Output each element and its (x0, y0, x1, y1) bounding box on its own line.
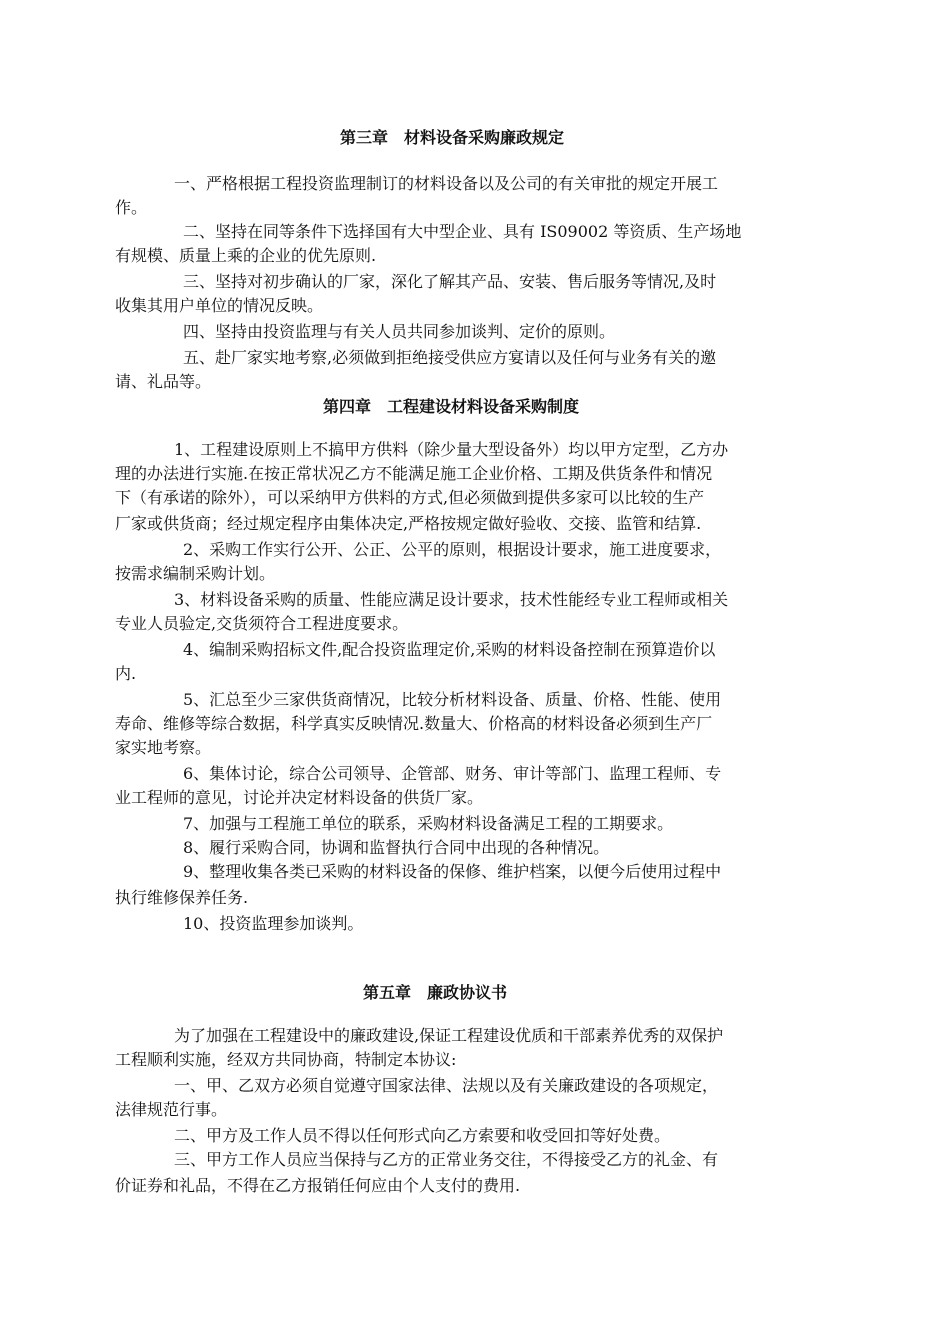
paragraph-line: 7、加强与工程施工单位的联系，采购材料设备满足工程的工期要求。 (183, 814, 674, 833)
paragraph-line: 家实地考察。 (115, 738, 212, 757)
paragraph-line: 执行维修保养任务. (115, 888, 249, 907)
paragraph-line: 专业人员验定,交货须符合工程进度要求。 (115, 614, 409, 633)
paragraph-line: 按需求编制采购计划。 (115, 564, 276, 583)
paragraph-line: 内. (115, 664, 137, 683)
paragraph-line: 下（有承诺的除外），可以采纳甲方供料的方式,但必须做到提供多家可以比较的生产 (115, 488, 705, 507)
paragraph-line: 三、坚持对初步确认的厂家，深化了解其产品、安装、售后服务等情况,及时 (183, 272, 717, 291)
paragraph-line: 作。 (115, 198, 148, 217)
paragraph-line: 四、坚持由投资监理与有关人员共同参加谈判、定价的原则。 (183, 322, 616, 341)
chapter-3-title: 第三章 材料设备采购廉政规定 (340, 128, 565, 147)
paragraph-line: 6、集体讨论，综合公司领导、企管部、财务、审计等部门、监理工程师、专 (183, 764, 722, 783)
paragraph-line: 2、采购工作实行公开、公正、公平的原则，根据设计要求，施工进度要求， (183, 540, 722, 559)
paragraph-line: 收集其用户单位的情况反映。 (115, 296, 324, 315)
paragraph-line: 寿命、维修等综合数据，科学真实反映情况.数量大、价格高的材料设备必须到生产厂 (115, 714, 713, 733)
paragraph-line: 8、履行采购合同，协调和监督执行合同中出现的各种情况。 (183, 838, 610, 857)
paragraph-line: 三、甲方工作人员应当保持与乙方的正常业务交往，不得接受乙方的礼金、有 (174, 1150, 719, 1169)
paragraph-line: 一、严格根据工程投资监理制订的材料设备以及公司的有关审批的规定开展工 (174, 174, 719, 193)
chapter-4-title: 第四章 工程建设材料设备采购制度 (323, 397, 580, 416)
paragraph-line: 法律规范行事。 (115, 1100, 228, 1119)
paragraph-line: 二、甲方及工作人员不得以任何形式向乙方索要和收受回扣等好处费。 (174, 1126, 671, 1145)
paragraph-line: 5、汇总至少三家供货商情况，比较分析材料设备、质量、价格、性能、使用 (183, 690, 722, 709)
paragraph-line: 为了加强在工程建设中的廉政建设,保证工程建设优质和干部素养优秀的双保护 (174, 1026, 724, 1045)
paragraph-line: 4、编制采购招标文件,配合投资监理定价,采购的材料设备控制在预算造价以 (183, 640, 716, 659)
paragraph-line: 工程顺利实施，经双方共同协商，特制定本协议: (115, 1050, 457, 1069)
paragraph-line: 理的办法进行实施.在按正常状况乙方不能满足施工企业价格、工期及供货条件和情况 (115, 464, 713, 483)
paragraph-line: 9、整理收集各类已采购的材料设备的保修、维护档案，以便今后使用过程中 (183, 862, 722, 881)
paragraph-line: 一、甲、乙双方必须自觉遵守国家法律、法规以及有关廉政建设的各项规定， (174, 1076, 719, 1095)
paragraph-line: 1、工程建设原则上不搞甲方供料（除少量大型设备外）均以甲方定型，乙方办 (174, 440, 729, 459)
paragraph-line: 二、坚持在同等条件下选择国有大中型企业、具有 IS09002 等资质、生产场地 (183, 222, 742, 241)
paragraph-line: 业工程师的意见，讨论并决定材料设备的供货厂家。 (115, 788, 484, 807)
paragraph-line: 请、礼品等。 (115, 372, 212, 391)
paragraph-line: 有规模、质量上乘的企业的优先原则. (115, 246, 377, 265)
paragraph-line: 五、赴厂家实地考察,必须做到拒绝接受供应方宴请以及任何与业务有关的邀 (183, 348, 717, 367)
paragraph-line: 3、材料设备采购的质量、性能应满足设计要求，技术性能经专业工程师或相关 (174, 590, 729, 609)
paragraph-line: 厂家或供货商；经过规定程序由集体决定,严格按规定做好验收、交接、监管和结算. (115, 514, 702, 533)
chapter-5-title: 第五章 廉政协议书 (363, 983, 508, 1002)
paragraph-line: 价证券和礼品，不得在乙方报销任何应由个人支付的费用. (115, 1176, 521, 1195)
paragraph-line: 10、投资监理参加谈判。 (183, 914, 364, 933)
